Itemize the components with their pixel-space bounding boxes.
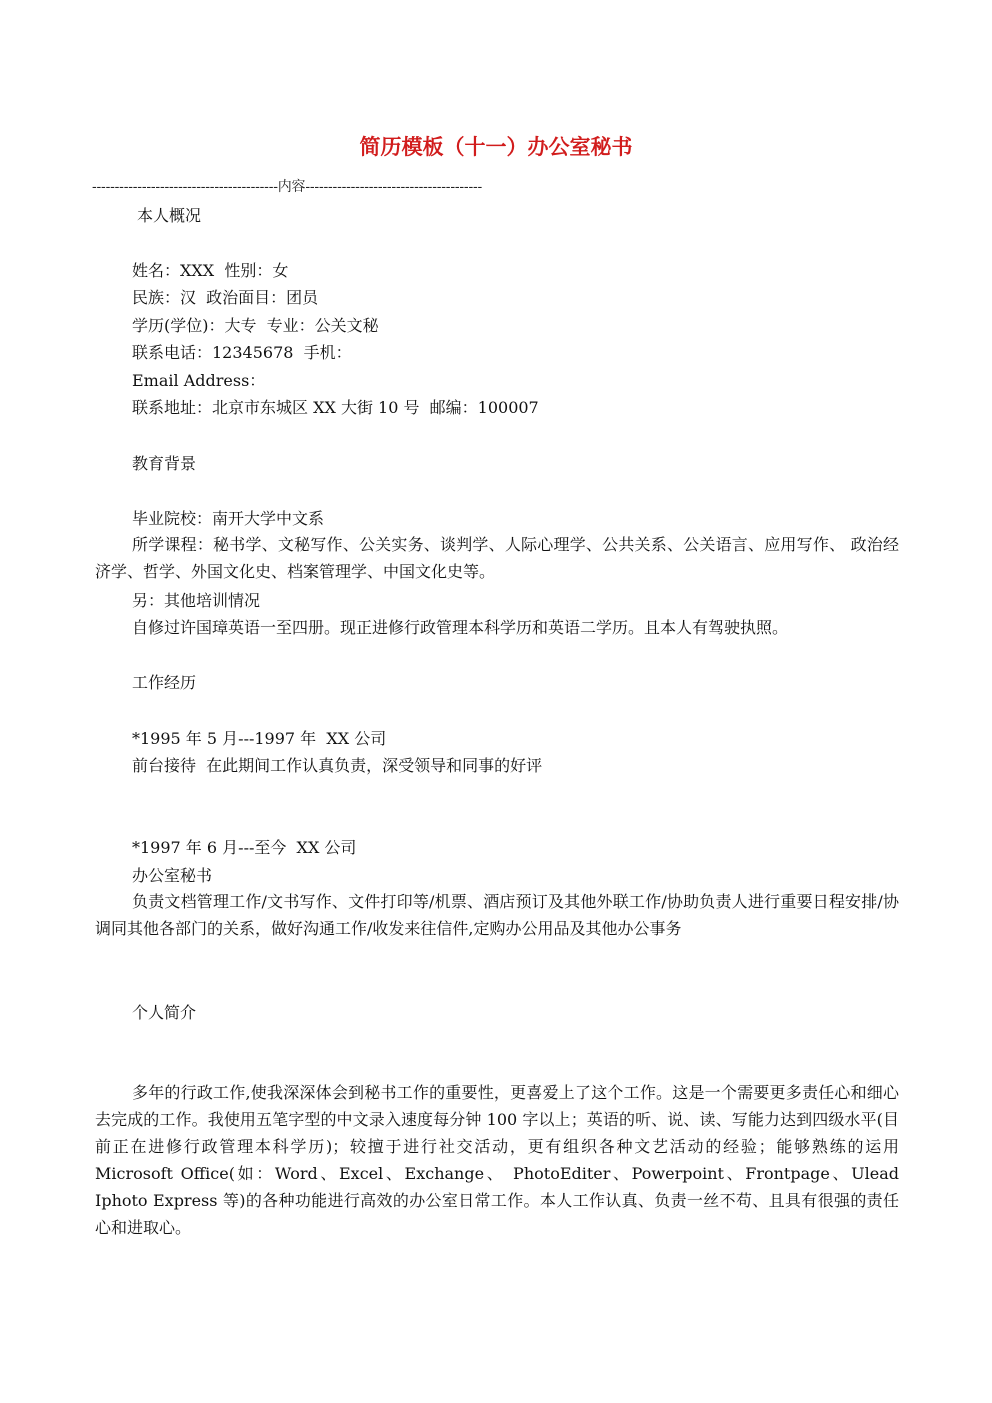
profile-line: 学历(学位)：大专 专业：公关文秘	[132, 316, 379, 335]
profile-line: 联系电话：12345678 手机：	[132, 343, 352, 362]
profile-line: 姓名：XXX 性别：女	[132, 261, 289, 280]
intro-paragraph: 多年的行政工作,使我深深体会到秘书工作的重要性，更喜爱上了这个工作。这是一个需要更多责任心和细心去完成的工作。我使用五笔字型的中文录入速度每分钟 100 字以上；英语的听、说、读、写能力达到四级水平(目前正在进修行政管理本科学历)；较擅于进行社交活动，更有组织各种文艺活动的经验；能够熟练的运用 Microsoft Office(如：Word、Excel、Exchange、 PhotoEditer、Powerpoint、Frontpage、Ulead Iphoto Express 等)的各种功能进行高效的办公室日常工作。本人工作认真、负责一丝不苟、且具有很强的责任心和进取心。	[95, 1083, 899, 1237]
section-heading-education: 教育背景	[132, 454, 197, 473]
work-role: 办公室秘书	[132, 866, 213, 885]
work-period: *1997 年 6 月---至今 XX 公司	[132, 838, 357, 857]
education-school: 毕业院校：南开大学中文系	[132, 509, 325, 528]
section-heading-profile: 本人概况	[137, 206, 202, 225]
education-courses: 所学课程：秘书学、文秘写作、公关实务、谈判学、人际心理学、公共关系、公关语言、应用写作、 政治经济学、哲学、外国文化史、档案管理学、中国文化史等。	[95, 535, 899, 581]
education-other-title: 另：其他培训情况	[132, 591, 261, 610]
section-heading-intro: 个人简介	[132, 1003, 197, 1022]
education-other-text: 自修过许国璋英语一至四册。现正进修行政管理本科学历和英语二学历。且本人有驾驶执照。	[132, 618, 789, 637]
profile-line: 联系地址：北京市东城区 XX 大街 10 号 邮编：100007	[132, 398, 539, 417]
document-title: 简历模板（十一）办公室秘书	[359, 134, 633, 159]
profile-line: 民族：汉 政治面目：团员	[132, 288, 319, 307]
work-description: 负责文档管理工作/文书写作、文件打印等/机票、酒店预订及其他外联工作/协助负责人进行重要日程安排/协调同其他各部门的关系，做好沟通工作/收发来往信件,定购办公用品及其他办公事务	[95, 892, 899, 938]
work-period: *1995 年 5 月---1997 年 XX 公司	[132, 729, 387, 748]
profile-line: Email Address：	[132, 371, 266, 390]
content-divider: -----------------------------------------内容---------------------------------------	[92, 179, 483, 195]
work-description: 前台接待 在此期间工作认真负责，深受领导和同事的好评	[132, 756, 543, 775]
section-heading-work: 工作经历	[132, 673, 197, 692]
